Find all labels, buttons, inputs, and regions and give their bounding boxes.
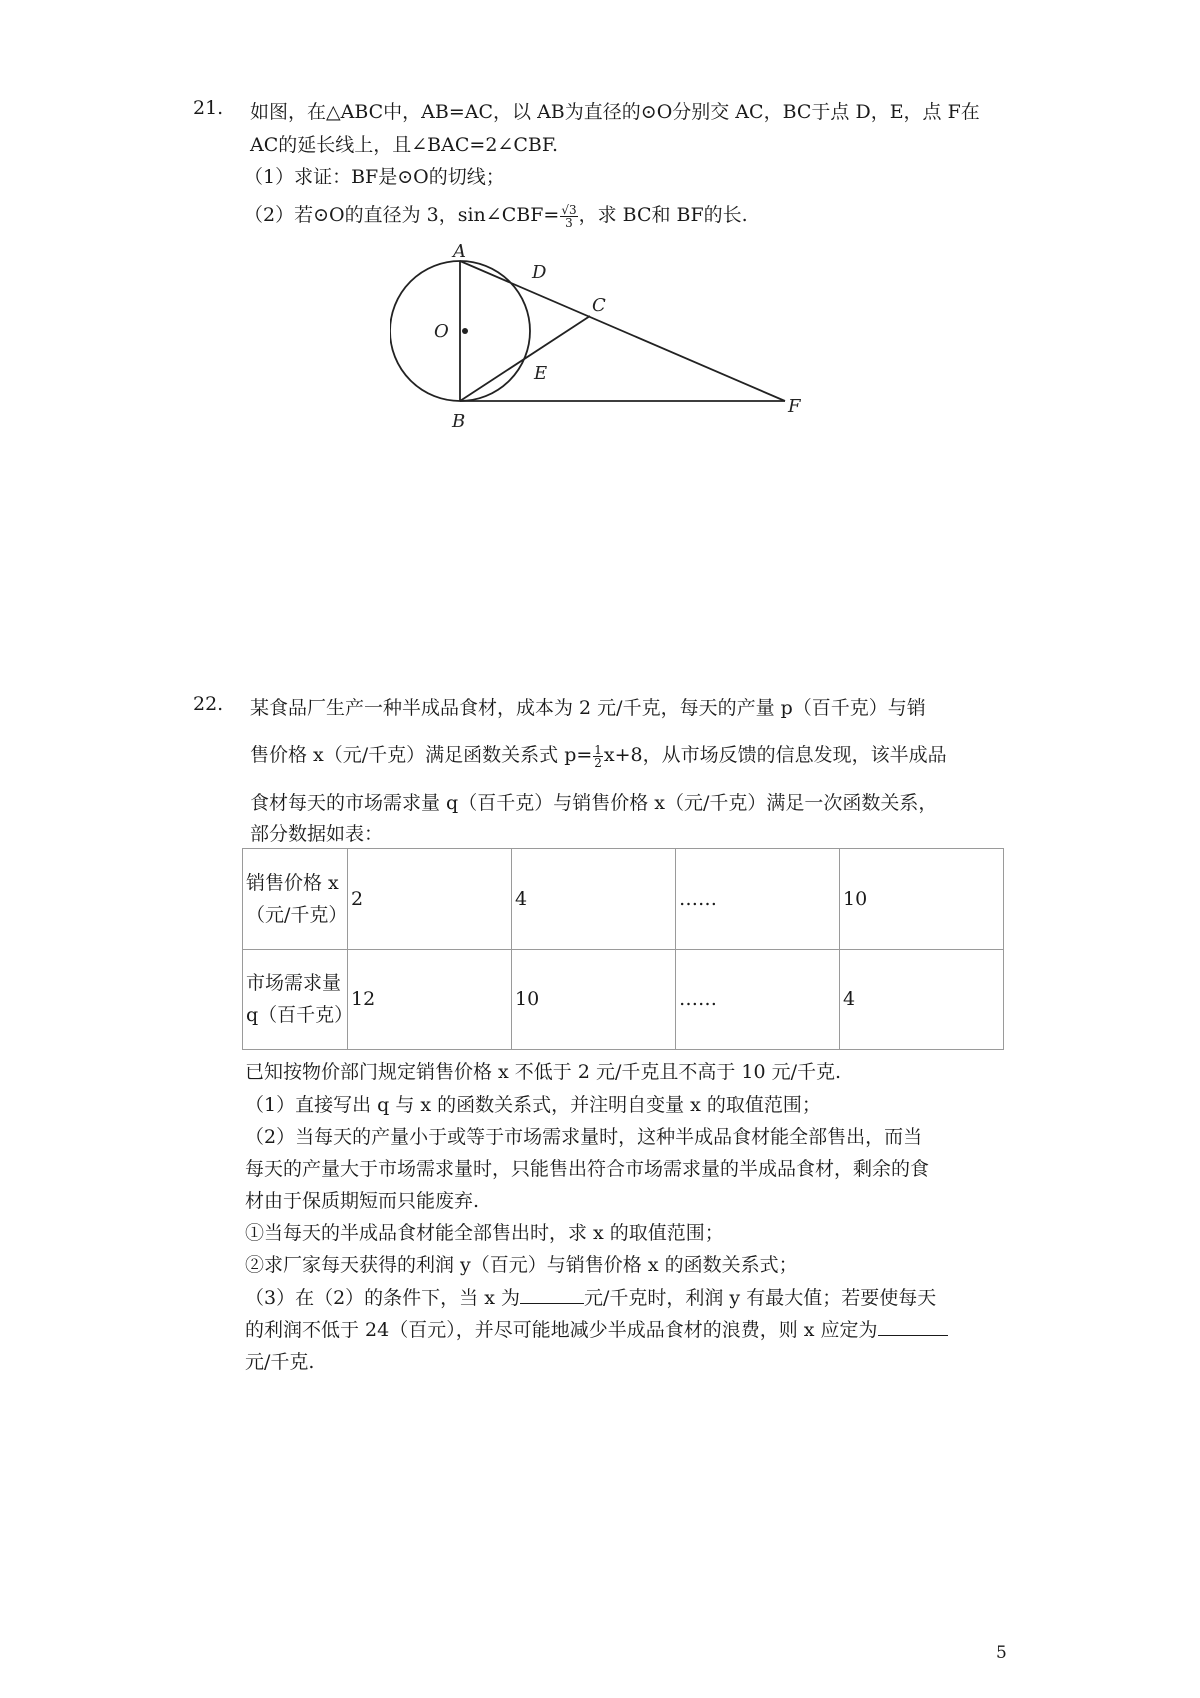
q22-sub2: ②求厂家每天获得的利润 y（百元）与销售价格 x 的函数关系式； <box>245 1254 798 1276</box>
q22-line2-text-b: x+8，从市场反馈的信息发现，该半成品 <box>603 744 947 766</box>
q21-part2 <box>244 200 748 229</box>
table-row <box>243 949 1004 1050</box>
q22-part2-line1: （2）当每天的产量小于或等于市场需求量时，这种半成品食材能全部售出，而当 <box>245 1126 923 1148</box>
geometry-figure <box>390 240 820 440</box>
fraction-denominator: 3 <box>565 215 573 230</box>
q22-line4: 部分数据如表： <box>250 823 384 845</box>
one-half-fraction <box>593 744 603 769</box>
q22-after-table: 已知按物价部门规定销售价格 x 不低于 2 元/千克且不高于 10 元/千克. <box>245 1061 842 1083</box>
q22-line1: 某食品厂生产一种半成品食材，成本为 2 元/千克，每天的产量 p（百千克）与销 <box>250 697 926 719</box>
answer-blank[interactable] <box>520 1285 584 1304</box>
q22-part2-line2: 每天的产量大于市场需求量时，只能售出符合市场需求量的半成品食材，剩余的食 <box>245 1158 930 1180</box>
row-header: 销售价格 x（元/千克） <box>243 849 348 950</box>
table-cell: …… <box>676 949 840 1050</box>
table-cell: …… <box>676 849 840 950</box>
table-cell: 2 <box>348 849 512 950</box>
sqrt3-over-3-fraction <box>560 204 577 229</box>
row-header: 市场需求量 q（百千克） <box>243 949 348 1050</box>
q22-part3-line1 <box>245 1283 936 1310</box>
q22-part1: （1）直接写出 q 与 x 的函数关系式，并注明自变量 x 的取值范围； <box>245 1094 821 1116</box>
q22-line3: 食材每天的市场需求量 q（百千克）与销售价格 x（元/千克）满足一次函数关系， <box>250 792 938 814</box>
label-e: E <box>534 363 548 384</box>
label-o: O <box>434 321 449 342</box>
q21-part2-text-b: ，求 BC和 BF的长. <box>578 204 748 226</box>
q22-part3-text-a: （3）在（2）的条件下，当 x 为 <box>245 1287 520 1309</box>
table-cell: 10 <box>840 849 1004 950</box>
answer-blank[interactable] <box>878 1317 948 1336</box>
table-cell: 12 <box>348 949 512 1050</box>
table-cell: 4 <box>840 949 1004 1050</box>
q22-sub1: ①当每天的半成品食材能全部售出时，求 x 的取值范围； <box>245 1222 724 1244</box>
q22-part3-text-b: 元/千克时，利润 y 有最大值；若要使每天 <box>583 1287 937 1309</box>
q21-part1: （1）求证：BF是⊙O的切线； <box>244 166 505 188</box>
label-a: A <box>453 241 466 262</box>
table-cell: 4 <box>512 849 676 950</box>
q21-part2-text-a: （2）若⊙O的直径为 3，sin∠CBF= <box>244 204 560 226</box>
question-number: 22. <box>193 693 224 715</box>
question-number: 21. <box>193 97 224 119</box>
fraction-numerator: √3 <box>561 202 577 217</box>
q22-part3-text-c: 的利润不低于 24（百元），并尽可能地减少半成品食材的浪费，则 x 应定为 <box>245 1319 878 1341</box>
table-cell: 10 <box>512 949 676 1050</box>
q22-line2-text-a: 售价格 x（元/千克）满足函数关系式 p= <box>250 744 593 766</box>
q22-part3-line3: 元/千克. <box>245 1351 315 1373</box>
q21-line1: 如图，在△ABC中，AB=AC，以 AB为直径的⊙O分别交 AC，BC于点 D，E，点 F在 <box>250 101 980 123</box>
segment-bc <box>460 316 590 401</box>
data-table <box>242 848 1004 1050</box>
table-row <box>243 849 1004 950</box>
q21-line2: AC的延长线上，且∠BAC=2∠CBF. <box>250 134 559 156</box>
q22-line2 <box>250 740 947 769</box>
label-c: C <box>592 295 606 316</box>
page-number: 5 <box>996 1643 1007 1663</box>
center-point <box>462 328 468 334</box>
label-d: D <box>532 262 547 283</box>
q22-part2-line3: 材由于保质期短而只能废弃. <box>245 1190 480 1212</box>
fraction-numerator: 1 <box>594 742 602 757</box>
label-b: B <box>452 411 466 432</box>
q22-part3-line2 <box>245 1315 948 1342</box>
label-f: F <box>788 396 801 417</box>
fraction-denominator: 2 <box>594 755 602 770</box>
